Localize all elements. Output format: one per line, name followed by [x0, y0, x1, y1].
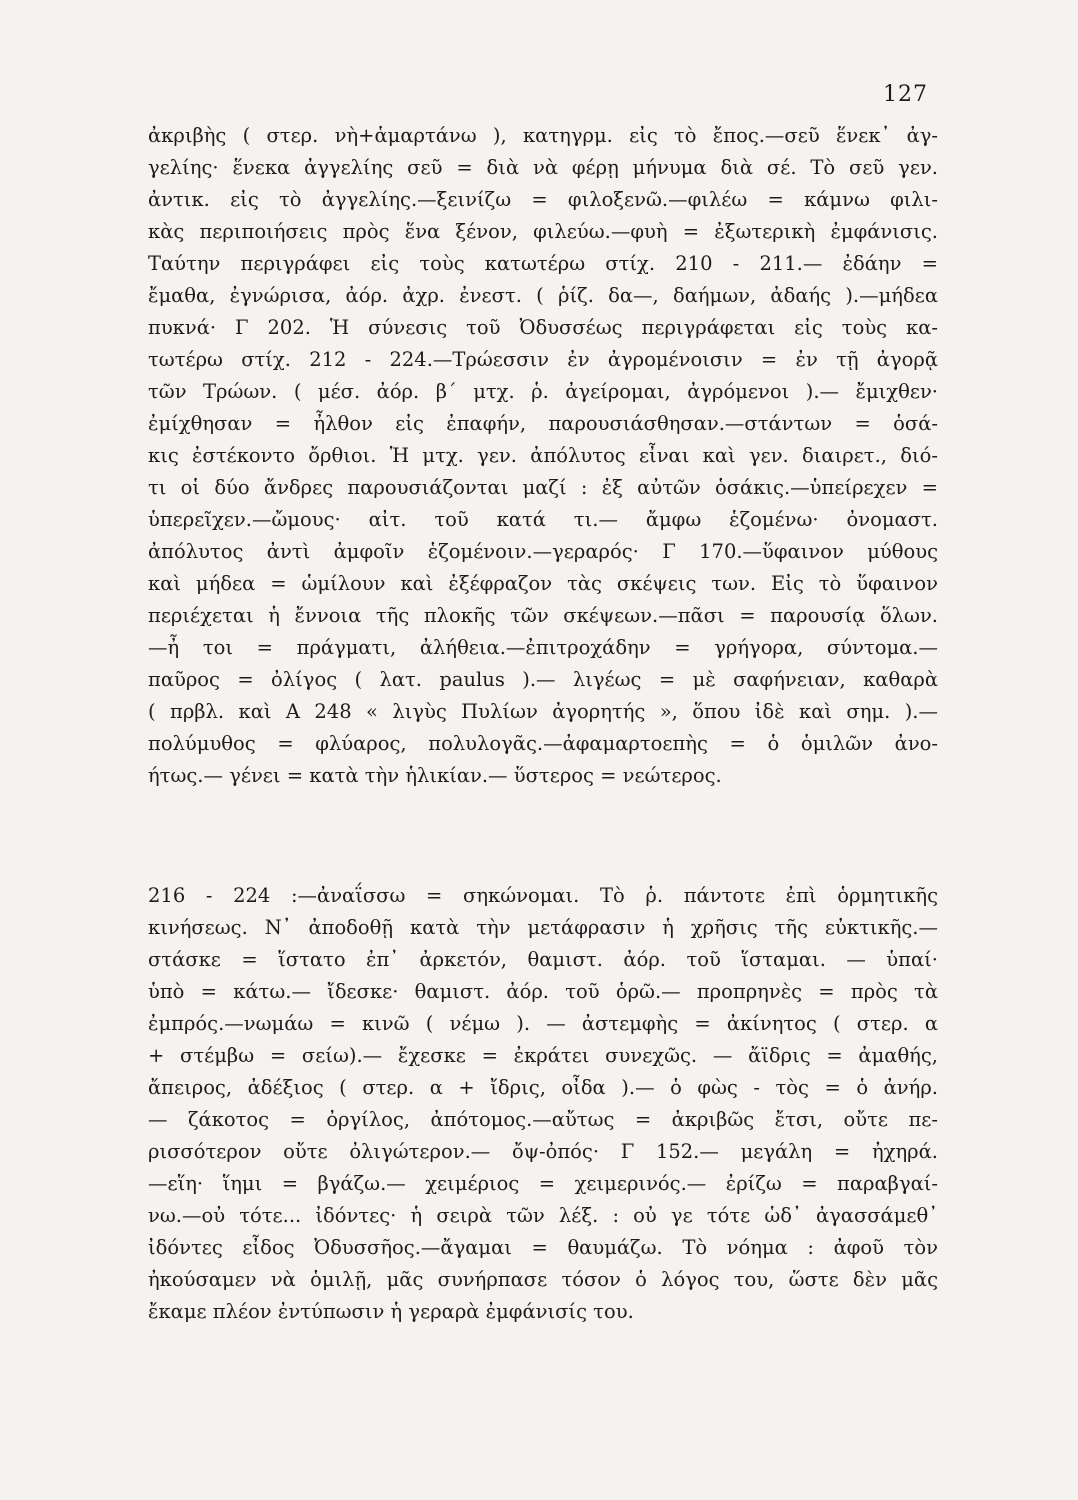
text-line: 216 - 224 :—ἀναΐσσω = σηκώνομαι. Τὸ ῥ. πάντοτε ἐπὶ ὁρμητικῆς	[148, 884, 938, 907]
commentary-paragraph-1	[148, 120, 938, 792]
text-line: κις ἐστέκοντο ὄρθιοι. Ἡ μτχ. γεν. ἀπόλυτος εἶναι καὶ γεν. διαιρετ., διό-	[148, 444, 938, 467]
text-line: ἠκούσαμεν νὰ ὁμιλῇ, μᾶς συνήρπασε τόσον ὁ λόγος του, ὥστε δὲν μᾶς	[148, 1268, 938, 1291]
page-number: 127	[883, 82, 928, 107]
text-line: τωτέρω στίχ. 212 - 224.—Τρώεσσιν ἐν ἀγρομένοισιν = ἐν τῇ ἀγορᾷ	[148, 348, 938, 371]
text-line: περιέχεται ἡ ἔννοια τῆς πλοκῆς τῶν σκέψεων.—πᾶσι = παρουσίᾳ ὅλων.	[148, 604, 938, 627]
text-line: —εἵη· ἵημι = βγάζω.— χειμέριος = χειμερινός.— ἐρίζω = παραβγαί-	[148, 1172, 938, 1195]
text-line: ἀκριβὴς ( στερ. νὴ+ἁμαρτάνω ), κατηγρμ. εἰς τὸ ἔπος.—σεῦ ἕνεκ᾽ ἀγ-	[148, 124, 938, 147]
text-line: ἔκαμε πλέον ἐντύπωσιν ἡ γεραρὰ ἐμφάνισίς του.	[148, 1300, 634, 1323]
text-line: ὑπερεῖχεν.—ὤμους· αἰτ. τοῦ κατά τι.— ἄμφω ἑζομένω· ὀνομαστ.	[148, 508, 938, 531]
text-line: ἐμίχθησαν = ἦλθον εἰς ἐπαφήν, παρουσιάσθησαν.—στάντων = ὁσά-	[148, 412, 938, 435]
text-line: — ζάκοτος = ὀργίλος, ἀπότομος.—αὔτως = ἀκριβῶς ἔτσι, οὔτε πε-	[148, 1108, 938, 1131]
text-line: κινήσεως. Ν᾽ ἀποδοθῇ κατὰ τὴν μετάφρασιν ἡ χρῆσις τῆς εὐκτικῆς.—	[148, 916, 938, 939]
commentary-paragraph-2	[148, 880, 938, 1328]
text-line: ἀντικ. εἰς τὸ ἀγγελίης.—ξεινίζω = φιλοξενῶ.—φιλέω = κάμνω φιλι-	[148, 188, 938, 211]
text-line: στάσκε = ἵστατο ἐπ᾽ ἀρκετόν, θαμιστ. ἀόρ. τοῦ ἵσταμαι. — ὑπαί·	[148, 948, 938, 971]
text-line: ἄπειρος, ἀδέξιος ( στερ. α + ἴδρις, οἶδα ).— ὁ φὼς - τὸς = ὁ ἀνήρ.	[148, 1076, 938, 1099]
text-line: τῶν Τρώων. ( μέσ. ἀόρ. β΄ μτχ. ῥ. ἀγείρομαι, ἀγρόμενοι ).— ἔμιχθεν·	[148, 380, 938, 403]
text-line: ήτως.— γένει = κατὰ τὴν ἡλικίαν.— ὕστερος = νεώτερος.	[148, 764, 722, 787]
text-line: ρισσότερον οὔτε ὀλιγώτερον.— ὄψ-ὀπός· Γ 152.— μεγάλη = ἠχηρά.	[148, 1140, 938, 1163]
text-line: πολύμυθος = φλύαρος, πολυλογᾶς.—ἀφαμαρτοεπὴς = ὁ ὁμιλῶν ἀνο-	[148, 732, 938, 755]
text-line: νω.—οὐ τότε... ἰδόντες· ἡ σειρὰ τῶν λέξ. : οὐ γε τότε ὡδ᾽ ἀγασσάμεθ᾽	[148, 1204, 938, 1227]
text-line: γελίης· ἕνεκα ἀγγελίης σεῦ = διὰ νὰ φέρῃ μήνυμα διὰ σέ. Τὸ σεῦ γεν.	[148, 156, 938, 179]
text-line: + στέμβω = σείω).— ἔχεσκε = ἐκράτει συνεχῶς. — ἄϊδρις = ἀμαθής,	[148, 1044, 938, 1067]
text-line: ( πρβλ. καὶ Α 248 « λιγὺς Πυλίων ἀγορητής », ὅπου ἰδὲ καὶ σημ. ).—	[148, 700, 938, 723]
text-line: ἔμαθα, ἐγνώρισα, ἀόρ. ἀχρ. ἐνεστ. ( ῥίζ. δα—, δαήμων, ἀδαής ).—μήδεα	[148, 284, 938, 307]
text-line: τι οἱ δύο ἄνδρες παρουσιάζονται μαζί : ἐξ αὐτῶν ὁσάκις.—ὑπείρεχεν =	[148, 476, 938, 499]
text-line: ἐμπρός.—νωμάω = κινῶ ( νέμω ). — ἀστεμφὴς = ἀκίνητος ( στερ. α	[148, 1012, 938, 1035]
text-line: ἰδόντες εἶδος Ὀδυσσῆος.—ἄγαμαι = θαυμάζω. Τὸ νόημα : ἀφοῦ τὸν	[148, 1236, 938, 1259]
text-line: καὶ μήδεα = ὡμίλουν καὶ ἐξέφραζον τὰς σκέψεις των. Εἰς τὸ ὕφαινον	[148, 572, 938, 595]
text-line: Ταύτην περιγράφει εἰς τοὺς κατωτέρω στίχ. 210 - 211.— ἐδάην =	[148, 252, 938, 275]
text-line: ὑπὸ = κάτω.— ἴδεσκε· θαμιστ. ἀόρ. τοῦ ὁρῶ.— προπρηνὲς = πρὸς τὰ	[148, 980, 938, 1003]
text-line: —ἦ τοι = πράγματι, ἀλήθεια.—ἐπιτροχάδην = γρήγορα, σύντομα.—	[148, 636, 938, 659]
text-line: ἀπόλυτος ἀντὶ ἀμφοῖν ἑζομένοιν.—γεραρός· Γ 170.—ὕφαινον μύθους	[148, 540, 938, 563]
text-line: κὰς περιποιήσεις πρὸς ἕνα ξένον, φιλεύω.—φυὴ = ἐξωτερικὴ ἐμφάνισις.	[148, 220, 938, 243]
text-line: πυκνά· Γ 202. Ἡ σύνεσις τοῦ Ὀδυσσέως περιγράφεται εἰς τοὺς κα-	[148, 316, 938, 339]
text-line: παῦρος = ὀλίγος ( λατ. paulus ).— λιγέως = μὲ σαφήνειαν, καθαρὰ	[148, 668, 938, 691]
